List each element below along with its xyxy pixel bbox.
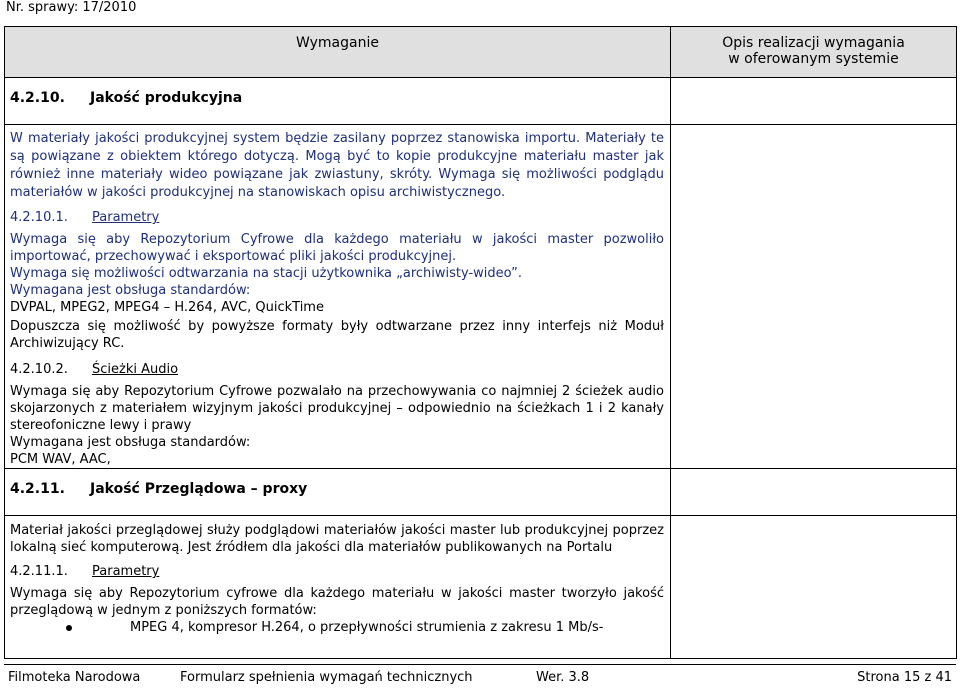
section-response-cell [671, 125, 957, 469]
implementation-header-line2: w oferowanym systemie [728, 51, 899, 67]
paragraph: DVPAL, MPEG2, MPEG4 – H.264, AVC, QuickTime [10, 300, 324, 315]
section-heading-row [5, 78, 957, 125]
bullet-item [10, 619, 664, 636]
requirement-column-header: Wymaganie [5, 27, 671, 78]
section-heading-row [5, 469, 957, 516]
section-heading [5, 78, 671, 125]
section-content-row [5, 125, 957, 469]
section-number: 4.2.10. [10, 90, 65, 106]
bullet-icon [66, 625, 72, 631]
paragraph: Wymaga się aby Repozytorium Cyfrowe dla każdego materiału w jakości master pozwoliło importować, przechowywać i eksportować pliki jakości produkcyjnej. [10, 232, 664, 264]
section-number: 4.2.11. [10, 481, 65, 497]
paragraph: Wymagana jest obsługa standardów: [10, 435, 251, 450]
paragraph: Wymaga się aby Repozytorium cyfrowe dla każdego materiału w jakości master tworzyło jakość przeglądową w jednym z poniższych formatów: [10, 586, 664, 618]
paragraph: Dopuszcza się możliwość by powyższe formaty były odtwarzane przez inny interfejs niż Moduł Archiwizujący RC. [10, 319, 664, 351]
section-title: Jakość Przeglądowa – proxy [90, 481, 308, 497]
subsection-title: Ścieżki Audio [92, 362, 179, 377]
section-response-cell [671, 78, 957, 125]
page-footer [4, 664, 956, 687]
section-response-cell [671, 469, 957, 516]
implementation-header-line1: Opis realizacji wymagania [722, 35, 905, 51]
subsection-heading [10, 564, 664, 579]
footer-page-number: Strona 15 z 41 [857, 670, 952, 685]
paragraph: Wymaga się aby Repozytorium Cyfrowe pozwalało na przechowywania co najmniej 2 ścieżek audio skojarzonych z materiałem wizyjnym jakości produkcyjnej – odpowiednio na ścieżkach 1 i 2 kanały stereofoniczne lewy i prawy [10, 384, 664, 433]
subsection-title: Parametry [92, 564, 160, 579]
paragraph: Wymagana jest obsługa standardów: [10, 283, 251, 298]
document-header: Nr. sprawy: 17/2010 [6, 0, 137, 15]
paragraph: PCM WAV, AAC, [10, 452, 111, 467]
subsection-title: Parametry [92, 210, 160, 225]
subsection-number: 4.2.10.1. [10, 210, 68, 225]
requirements-table [4, 26, 957, 659]
section-content-row [5, 516, 957, 659]
implementation-column-header [671, 27, 957, 78]
footer-organization: Filmoteka Narodowa [8, 670, 141, 685]
section-intro: W materiały jakości produkcyjnej system będzie zasilany poprzez stanowiska importu. Materiały te są powiązane z obiektem którego dotyczą. Mogą być to kopie produkcyjne materiału master jak również inne materiały wideo powiązane jak zwiastuny, skróty. Wymaga się możliwości podglądu materiałów w jakości produkcyjnej na stanowiskach opisu archiwistycznego. [10, 131, 664, 200]
footer-form-title: Formularz spełnienia wymagań technicznych [180, 670, 473, 685]
section-intro: Materiał jakości przeglądowej służy podglądowi materiałów jakości master lub produkcyjnej poprzez lokalną sieć komputerową. Jest źródłem dla jakości dla materiałów publikowanych na Portalu [10, 523, 664, 555]
section-response-cell [671, 516, 957, 659]
footer-version: Wer. 3.8 [536, 670, 590, 685]
section-title: Jakość produkcyjna [90, 90, 243, 106]
section-content-cell [5, 125, 671, 469]
subsection-heading [10, 362, 664, 377]
subsection-heading [10, 210, 664, 225]
paragraph: Wymaga się możliwości odtwarzania na stacji użytkownika „archiwisty-wideo”. [10, 266, 523, 281]
table-header-row [5, 27, 957, 78]
section-heading [5, 469, 671, 516]
section-content-cell [5, 516, 671, 659]
bullet-text: MPEG 4, kompresor H.264, o przepływności strumienia z zakresu 1 Mb/s- [130, 620, 604, 635]
subsection-number: 4.2.10.2. [10, 362, 68, 377]
subsection-number: 4.2.11.1. [10, 564, 68, 579]
